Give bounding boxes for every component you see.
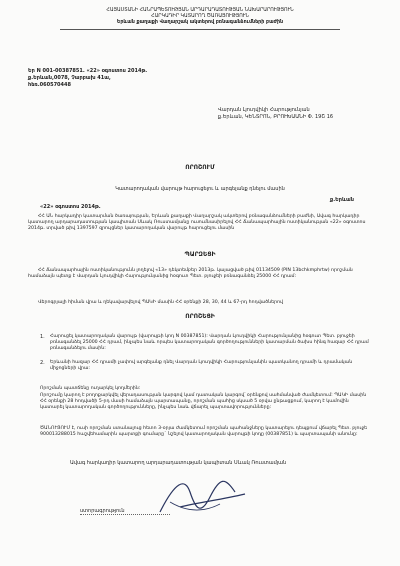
recipient-name: Վարդան Լյուդվիկի Հարությունյան [218,107,310,113]
explain-paragraph: Որոշումը կարող է բողոքարկվել վերադասության կարգով կամ դատական կարգով՝ օրենքով սահմանված ժամկետում: ՊԱԿԻ մասին ՀՀ օրենքի 28 հոդվածի 5-րդ մասի համաձայն պարտապանը, որոշման պահից սկսած 5 օրվա ընթացքում, կարող է կամովին կատարել կատարողական գործողությունները, ինչպես նաև վճարել պարտավորությունները: [40,393,367,411]
notice-paragraph: ԾԱՆՈՒՑՈՒՄ է, ուսի որոշման ստանալուց հետո 3-օրյա ժամկետում որոշման պահանջները կատարելու դեպքում վճարել Պետ. բյուջե 900013288015 հաշվեհամարին պարտքի գումարը` նշելով կատարողական վարույթի կոդը (00387851) և պարտապանի անունը: [40,426,368,438]
explain-title: Որոշման պատճենը ուղարկել կողմերին: [40,386,141,391]
reference-address: ք.Երևան,0078, Չարբախ 41ա, [28,75,111,81]
decided-title: ՈՐՈՇԵՑԻ [185,313,215,320]
item-number-1: 1. [40,334,45,340]
reference-number: Եր N 001-00387851. «22» օգոստոս 2014թ. [28,68,148,74]
recipient-address: ք.Երևան, ԿԵՆՏՐՈՆ, ԲՐՈՒԽԱԱՆԻ Փ. 19Շ 16 [218,114,334,120]
found-title: ՊԱՐԶԵՑԻ [184,251,216,258]
intro-paragraph: ՀՀ ԱՆ հարկադիր կատարման ծառայության, Երևան քաղաքի Վաղարշակ ակտերով բռնագանձումների բաժնի, Ավագ հարկադիր կատարող արդարադատության կապիտան Սևակ Ռուստամյանը ուսումնասիրելով ՀՀ Ճանապարհային ոստիկանության «22» օգոստոս 2014թ. տրված թիվ 1397597 զրույցներ կատարողական վարույթ հարուցելու մասին [28,214,366,232]
header-line-3: Երևան քաղաքի Վաղարշակ ակտերով բռնագանձումների բաժին [116,20,284,25]
city: ք.Երևան [330,197,354,203]
found-paragraph: ՀՀ Ճանապարհային ոստիկանությունն լողելով «13» դեկտեմբեր 2013թ. կայացված թիվ 01134509 (PIN 13bchkmphrtw) որոշման համաձայն պետք է Վարդան Լյուդվիկի Հարությունյանից հօգուտ Պետ. բյուջեի բռնագանձել 25000 ՀՀ դրամ: [28,268,353,280]
decided-item-1: Հարուցել կատարողական վարույթ (վարույթի կոդ N 00387851): Վարդան Լյուդվիկի Հարությունյանից հօգուտ Պետ. բյուջեի բռնագանձել 25000 ՀՀ դրամ, ինչպես նաև որպես կատարողական գործողությունների կատարման ծախս հինգ հազար ՀՀ դրամ բռնագանձելու մասին: [50,334,369,352]
decided-item-2: Երևանի հազար ՀՀ դրամի չափով արգելանք դնել Վարդան Լյուդվիկի Հարությունյանին պատկանող դրամի և դրամական միջոցների վրա: [50,360,353,372]
decision-date: «22» օգոստոս 2014թ. [40,204,101,210]
header-line-2: ՀԱՐԿԱԴԻՐ ԿԱՏԱՐՈՂ ԾԱՌԱՅՈՒԹՅՈՒՆ [151,14,249,19]
basis-paragraph: Վերոգրյալի հիման վրա և ղեկավարվելով ՊԱԿԻ մասին ՀՀ օրենքի 28, 30, 44 և 67-րդ հոդվածներով [38,300,284,305]
decision-subtitle: Կատարողական վարույթ հարուցելու և արգելանք դնելու մասին [115,186,285,192]
signer-title: Ավագ հարկադիր կատարող արդարադատության կապիտան Սևակ Ռուստամյան [70,460,287,466]
ministry-header [60,8,340,26]
signature-label: ստորագրություն [80,508,125,514]
header-divider [60,29,340,30]
decision-title: ՈՐՈՇՈՒՄ [185,164,215,171]
header-line-1: ՀԱՅԱՍՏԱՆԻ ՀԱՆՐԱՊԵՏՈՒԹՅԱՆ ԱՐԴԱՐԱԴԱՏՈՒԹՅԱՆ ՆԱԽԱՐԱՐՈՒԹՅՈՒՆ [106,8,294,13]
signature-line [80,514,170,515]
item-number-2: 2. [40,360,45,366]
reference-phone: հեռ.060570448 [28,82,71,88]
